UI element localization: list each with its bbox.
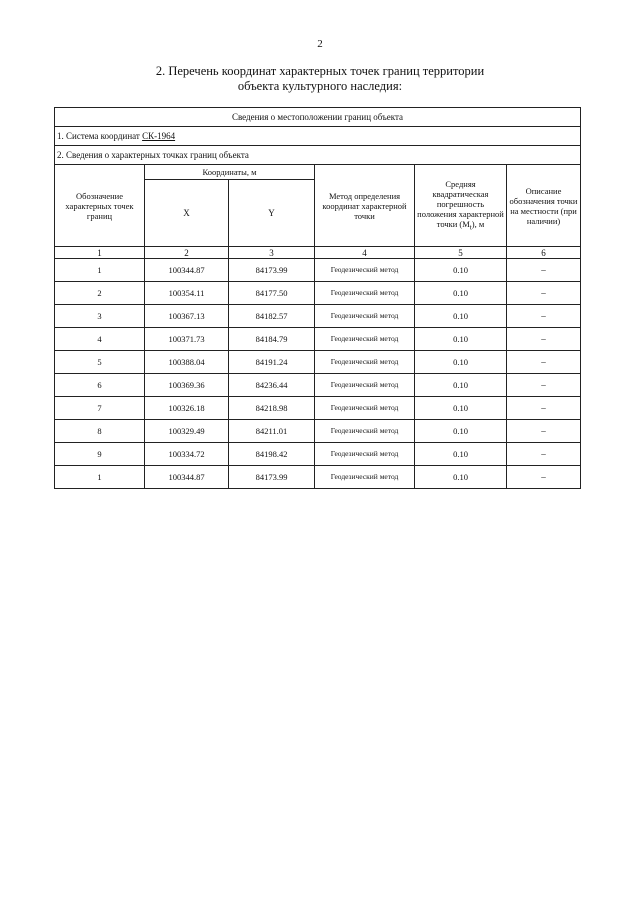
coord-system-label: 1. Система координат [57,131,143,141]
cell-point: 5 [55,351,145,374]
coord-system-cell [55,127,581,146]
cell-method: Геодезический метод [315,397,415,420]
cell-y: 84184.79 [229,328,315,351]
cell-description: – [507,305,581,328]
header-x: X [145,180,229,247]
cell-y: 84182.57 [229,305,315,328]
cell-x: 100371.73 [145,328,229,351]
cell-error: 0.10 [415,328,507,351]
cell-error: 0.10 [415,305,507,328]
cell-description: – [507,282,581,305]
cell-x: 100369.36 [145,374,229,397]
cell-y: 84191.24 [229,351,315,374]
cell-error: 0.10 [415,420,507,443]
table-row [55,282,581,305]
cell-y: 84211.01 [229,420,315,443]
cell-description: – [507,443,581,466]
cell-y: 84173.99 [229,259,315,282]
cell-x: 100367.13 [145,305,229,328]
column-number: 3 [229,247,315,259]
cell-method: Геодезический метод [315,305,415,328]
table-row [55,443,581,466]
column-number: 6 [507,247,581,259]
cell-method: Геодезический метод [315,466,415,489]
column-number: 1 [55,247,145,259]
cell-y: 84236.44 [229,374,315,397]
cell-description: – [507,351,581,374]
cell-error: 0.10 [415,397,507,420]
page-title-line-1: 2. Перечень координат характерных точек границ территории [155,64,485,78]
coordinates-table-body [55,108,581,489]
cell-point: 7 [55,397,145,420]
cell-point: 6 [55,374,145,397]
points-title-row [55,146,581,165]
page-title [60,64,580,94]
table-section-title-row [55,108,581,127]
cell-method: Геодезический метод [315,374,415,397]
cell-point: 4 [55,328,145,351]
cell-method: Геодезический метод [315,282,415,305]
cell-x: 100388.04 [145,351,229,374]
header-row-1 [55,165,581,180]
cell-point: 8 [55,420,145,443]
cell-point: 2 [55,282,145,305]
cell-description: – [507,259,581,282]
cell-description: – [507,397,581,420]
table-row [55,259,581,282]
page-title-line-2: объекта культурного наследия: [237,79,403,93]
cell-x: 100334.72 [145,443,229,466]
column-number: 5 [415,247,507,259]
header-designation: Обозначение характерных точек границ [55,165,145,247]
cell-method: Геодезический метод [315,443,415,466]
cell-x: 100326.18 [145,397,229,420]
cell-point: 3 [55,305,145,328]
cell-method: Геодезический метод [315,420,415,443]
table-section-title: Сведения о местоположении границ объекта [55,108,581,127]
cell-x: 100329.49 [145,420,229,443]
cell-error: 0.10 [415,466,507,489]
cell-error: 0.10 [415,259,507,282]
cell-description: – [507,328,581,351]
cell-description: – [507,420,581,443]
cell-method: Геодезический метод [315,351,415,374]
cell-error: 0.10 [415,443,507,466]
cell-x: 100354.11 [145,282,229,305]
cell-error: 0.10 [415,282,507,305]
cell-description: – [507,374,581,397]
table-row [55,466,581,489]
cell-point: 1 [55,259,145,282]
table-row [55,328,581,351]
header-error [415,165,507,247]
header-error-subscript: t [469,223,472,232]
cell-method: Геодезический метод [315,259,415,282]
cell-y: 84173.99 [229,466,315,489]
cell-y: 84198.42 [229,443,315,466]
coord-system-row [55,127,581,146]
table-row [55,351,581,374]
header-error-unit: ), м [471,218,485,229]
table-row [55,374,581,397]
header-y: Y [229,180,315,247]
cell-point: 9 [55,443,145,466]
header-error-text: Средняя квадратическая погрешность положения характерной точки (M [417,178,504,229]
header-coordinates: Координаты, м [145,165,315,180]
table-row [55,397,581,420]
table-row [55,305,581,328]
cell-error: 0.10 [415,374,507,397]
table-row [55,420,581,443]
cell-point: 1 [55,466,145,489]
column-number: 4 [315,247,415,259]
coordinates-table [54,107,581,489]
cell-x: 100344.87 [145,466,229,489]
cell-method: Геодезический метод [315,328,415,351]
header-method: Метод определения координат характерной точки [315,165,415,247]
coord-system-value: СК-1964 [142,131,176,141]
cell-x: 100344.87 [145,259,229,282]
header-description: Описание обозначения точки на местности (при наличии) [507,165,581,247]
points-title: 2. Сведения о характерных точках границ объекта [55,146,581,165]
cell-error: 0.10 [415,351,507,374]
cell-y: 84218.98 [229,397,315,420]
cell-y: 84177.50 [229,282,315,305]
cell-description: – [507,466,581,489]
column-number-row [55,247,581,259]
column-number: 2 [145,247,229,259]
page-number: 2 [317,38,323,50]
